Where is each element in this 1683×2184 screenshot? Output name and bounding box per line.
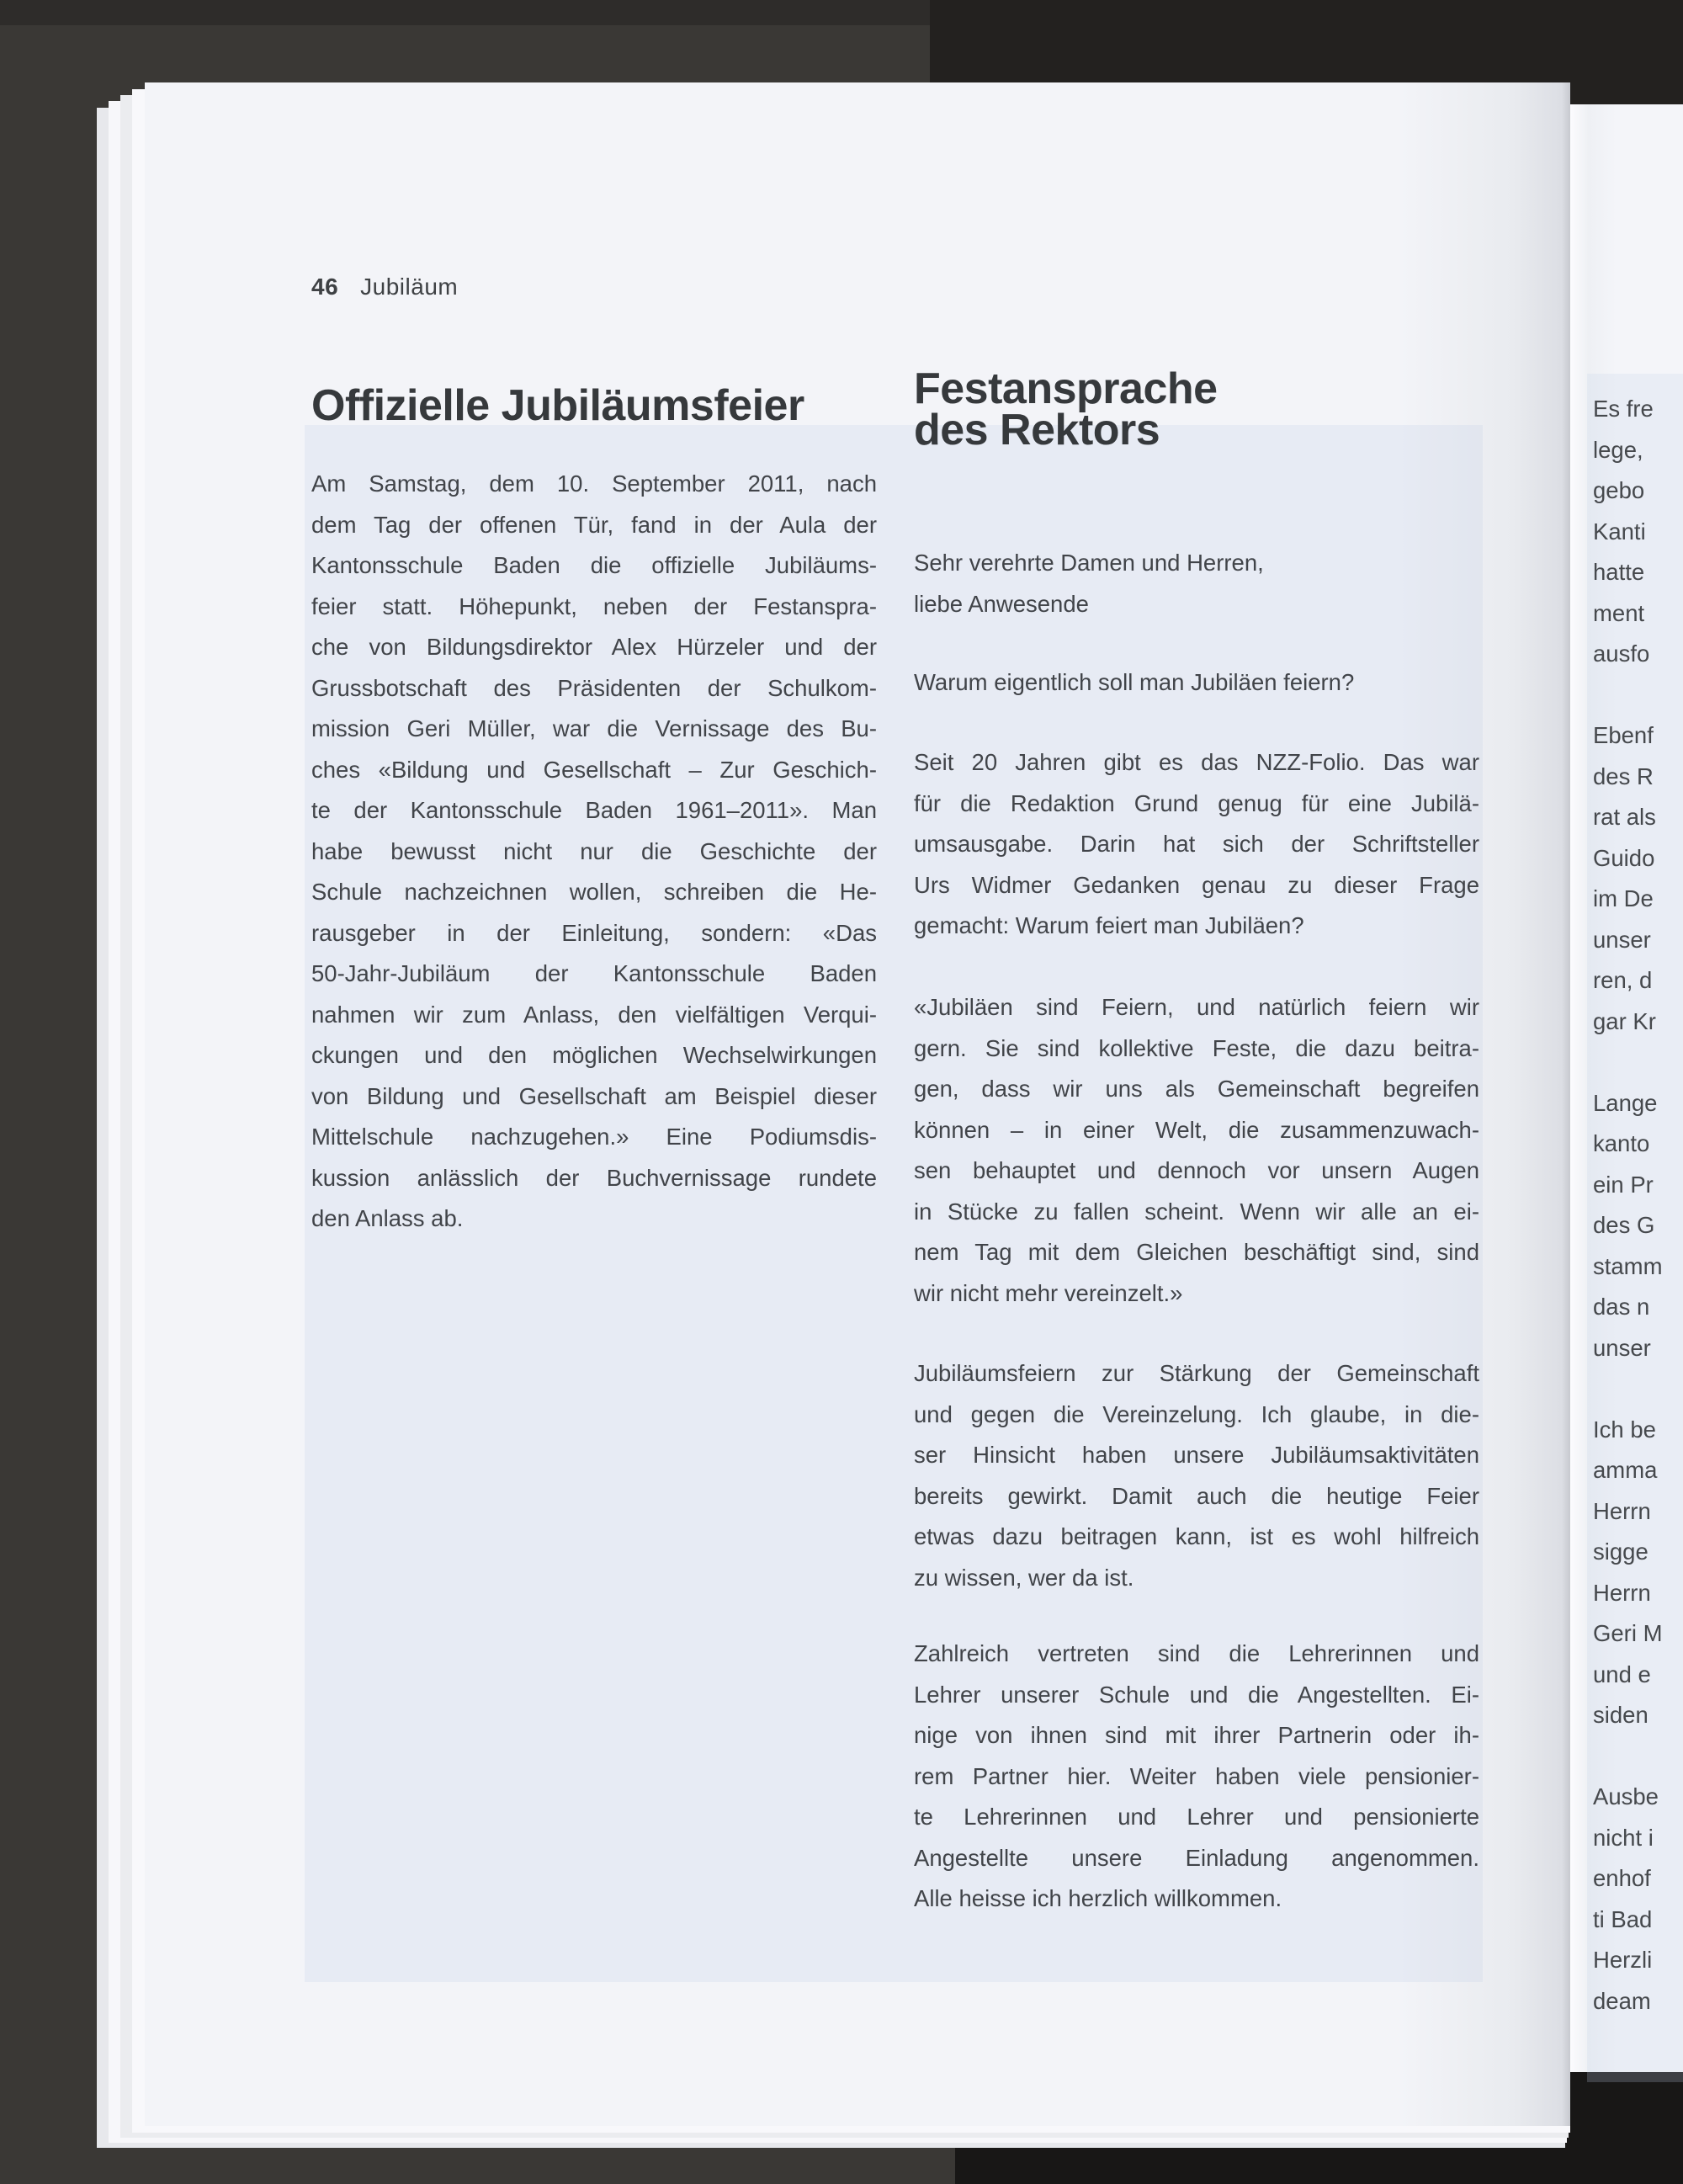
text-line: und e xyxy=(1593,1661,1651,1687)
text-line: kussion anlässlich der Buchvernissage rundete xyxy=(311,1164,877,1191)
text-line: liebe Anwesende xyxy=(914,590,1089,617)
text-line: nige von ihnen sind mit ihrer Partnerin oder ih- xyxy=(914,1722,1479,1748)
text-line: Sehr verehrte Damen und Herren, xyxy=(914,550,1264,576)
paragraph-salutation xyxy=(914,543,1479,624)
blank-line xyxy=(1593,1368,1683,1410)
text-line: Guido xyxy=(1593,844,1655,871)
page-header xyxy=(311,273,458,301)
text-line: Warum eigentlich soll man Jubiläen feiern? xyxy=(914,669,1355,695)
article-title xyxy=(914,364,1479,454)
text-line: wir nicht mehr vereinzelt.» xyxy=(914,1279,1183,1306)
text-line: Mittelschule nachzugehen.» Eine Podiumsdis- xyxy=(311,1124,877,1150)
text-line: deam xyxy=(1593,1987,1651,2014)
text-line: ckungen und den möglichen Wechselwirkungen xyxy=(311,1042,877,1068)
text-line: sen behauptet und dennoch vor unsern Augen xyxy=(914,1157,1479,1183)
text-line: ausfo xyxy=(1593,640,1650,667)
text-line: Angestellte unsere Einladung angenommen. xyxy=(914,1844,1479,1871)
text-line: ren, d xyxy=(1593,967,1653,993)
page-number: 46 xyxy=(311,274,339,300)
text-line: stamm xyxy=(1593,1252,1663,1279)
text-line: hatte xyxy=(1593,559,1645,585)
text-line: das n xyxy=(1593,1294,1650,1320)
text-line: Am Samstag, dem 10. September 2011, nach xyxy=(311,470,877,497)
text-line: ser Hinsicht haben unsere Jubiläumsaktivitäten xyxy=(914,1442,1479,1468)
text-line: ti Bad xyxy=(1593,1905,1653,1932)
text-line: bereits gewirkt. Damit auch die heutige Feier xyxy=(914,1482,1479,1509)
text-line: mission Geri Müller, war die Vernissage des Bu- xyxy=(311,715,877,741)
text-line: Herzli xyxy=(1593,1947,1653,1973)
text-line: Urs Widmer Gedanken genau zu dieser Frage xyxy=(914,871,1479,898)
article-body xyxy=(311,464,877,1240)
text-line: ches «Bildung und Gesellschaft – Zur Geschich- xyxy=(311,756,877,783)
text-line: gar Kr xyxy=(1593,1007,1656,1034)
text-line: Lehrer unserer Schule und die Angestellten. Ei- xyxy=(914,1681,1479,1708)
text-line: dem Tag der offenen Tür, fand in der Aula der xyxy=(311,511,877,538)
text-line: Herrn xyxy=(1593,1579,1651,1606)
paragraph xyxy=(914,1353,1479,1598)
text-line: «Jubiläen sind Feiern, und natürlich feiern wir xyxy=(914,994,1479,1020)
text-line: te der Kantonsschule Baden 1961–2011». Man xyxy=(311,797,877,823)
text-line: habe bewusst nicht nur die Geschichte der xyxy=(311,837,877,864)
text-line: Grussbotschaft des Präsidenten der Schulkom- xyxy=(311,674,877,701)
text-line: in Stücke zu fallen scheint. Wenn wir alle an ei- xyxy=(914,1198,1479,1225)
text-line: siden xyxy=(1593,1702,1648,1728)
text-line: Ausbe xyxy=(1593,1783,1659,1809)
backdrop-top-strip xyxy=(0,0,930,25)
text-line: Kantonsschule Baden die offizielle Jubiläums- xyxy=(311,552,877,578)
text-line: Es fre xyxy=(1593,396,1654,422)
text-line: ein Pr xyxy=(1593,1171,1654,1198)
text-line: Seit 20 Jahren gibt es das NZZ-Folio. Das war xyxy=(914,749,1479,775)
book-page xyxy=(145,82,1570,2126)
text-line: Alle heisse ich herzlich willkommen. xyxy=(914,1885,1282,1911)
text-line: gen, dass wir uns als Gemeinschaft begreifen xyxy=(914,1076,1479,1102)
next-book-page xyxy=(1570,104,1683,2072)
next-page-text-column xyxy=(1593,389,1683,2022)
text-line: Kanti xyxy=(1593,518,1646,545)
paragraph-quote xyxy=(914,987,1479,1314)
text-line: unser xyxy=(1593,1334,1651,1361)
paragraph-question xyxy=(914,662,1479,704)
blank-line xyxy=(1593,1042,1683,1083)
text-line: für die Redaktion Grund genug für eine Jubilä- xyxy=(914,789,1479,816)
text-line: etwas dazu beitragen kann, ist es wohl hilfreich xyxy=(914,1523,1479,1549)
text-line: amma xyxy=(1593,1457,1658,1483)
text-line: Festansprache xyxy=(914,364,1218,413)
text-line: des G xyxy=(1593,1212,1655,1238)
text-line: 50-Jahr-Jubiläum der Kantonsschule Baden xyxy=(311,960,877,986)
text-line: Schule nachzeichnen wollen, schreiben die He- xyxy=(311,879,877,905)
blank-line xyxy=(1593,1736,1683,1777)
text-line: im De xyxy=(1593,885,1654,911)
paragraph xyxy=(914,1634,1479,1920)
text-line: und gegen die Vereinzelung. Ich glaube, in die- xyxy=(914,1400,1479,1427)
text-line: rem Partner hier. Weiter haben viele pensionier- xyxy=(914,1762,1479,1789)
text-line: den Anlass ab. xyxy=(311,1205,464,1231)
text-line: sigge xyxy=(1593,1538,1648,1565)
text-line: rausgeber in der Einleitung, sondern: «Das xyxy=(311,919,877,946)
text-line: unser xyxy=(1593,926,1651,953)
text-line: gemacht: Warum feiert man Jubiläen? xyxy=(914,912,1304,938)
text-line: Ich be xyxy=(1593,1416,1656,1443)
text-line: Jubiläumsfeiern zur Stärkung der Gemeinschaft xyxy=(914,1360,1479,1386)
text-line: nicht i xyxy=(1593,1824,1654,1851)
text-line: können – in einer Welt, die zusammenzuwach- xyxy=(914,1116,1479,1143)
text-line: te Lehrerinnen und Lehrer und pensionierte xyxy=(914,1804,1479,1830)
text-line: Zahlreich vertreten sind die Lehrerinnen und xyxy=(914,1640,1479,1666)
text-line: rat als xyxy=(1593,804,1656,830)
text-line: nem Tag mit dem Gleichen beschäftigt sind, sind xyxy=(914,1239,1479,1265)
text-line: Ebenf xyxy=(1593,722,1654,748)
paragraph xyxy=(914,742,1479,947)
text-line: gern. Sie sind kollektive Feste, die dazu beitra- xyxy=(914,1034,1479,1061)
text-line: ment xyxy=(1593,599,1645,626)
text-line: des R xyxy=(1593,763,1654,789)
text-line: feier statt. Höhepunkt, neben der Festanspra- xyxy=(311,592,877,619)
text-line: lege, xyxy=(1593,436,1643,463)
text-line: Geri M xyxy=(1593,1620,1663,1646)
text-line: umsausgabe. Darin hat sich der Schriftsteller xyxy=(914,831,1479,857)
text-line: Lange xyxy=(1593,1089,1658,1116)
section-title: Jubiläum xyxy=(360,274,459,300)
text-line: enhof xyxy=(1593,1865,1651,1891)
text-line: kanto xyxy=(1593,1130,1650,1156)
blank-line xyxy=(1593,675,1683,716)
text-line: che von Bildungsdirektor Alex Hürzeler und der xyxy=(311,634,877,660)
article-title: Offizielle Jubiläumsfeier xyxy=(311,381,804,430)
text-line: zu wissen, wer da ist. xyxy=(914,1564,1134,1591)
text-line: Herrn xyxy=(1593,1497,1651,1524)
text-line: des Rektors xyxy=(914,405,1160,454)
text-line: nahmen wir zum Anlass, den vielfältigen Verqui- xyxy=(311,1001,877,1028)
text-line: gebo xyxy=(1593,477,1645,503)
text-line: von Bildung und Gesellschaft am Beispiel dieser xyxy=(311,1082,877,1109)
